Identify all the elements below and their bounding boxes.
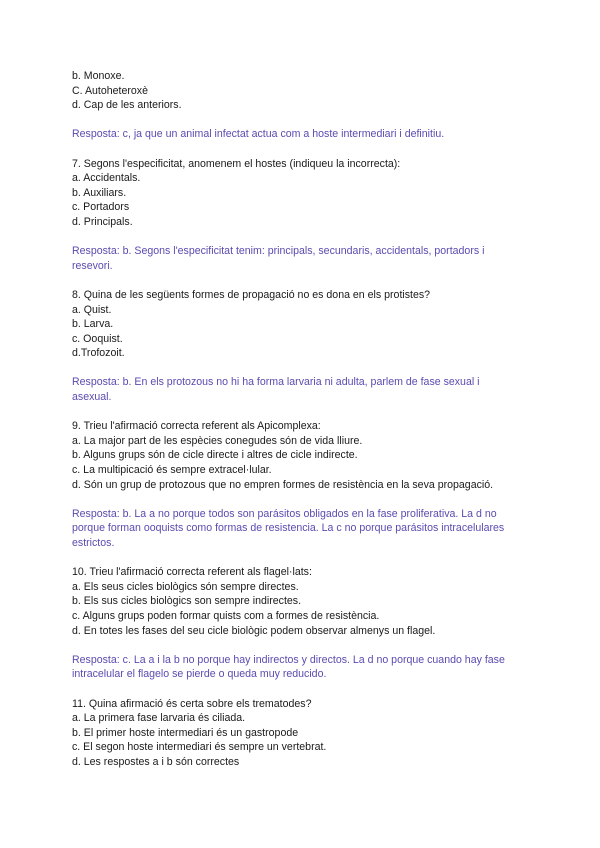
question-6-options (72, 69, 532, 113)
q9-option-b: b. Alguns grups són de cicle directe i altres de cicle indirecte. (72, 449, 358, 462)
q8-option-b: b. Larva. (72, 318, 114, 331)
q8-question: 8. Quina de les següents formes de propagació no es dona en els protistes? (72, 288, 431, 301)
q10-option-b: b. Els sus cicles biològics son sempre indirectes. (72, 595, 302, 608)
q9-option-c: c. La multipicació és sempre extracel·lular. (72, 464, 272, 477)
q10-option-a: a. Els seus cicles biològics són sempre directes. (72, 580, 299, 593)
q10-question: 10. Trieu l'afirmació correcta referent als flagel·lats: (72, 566, 312, 579)
q11-question: 11. Quina afirmació és certa sobre els trematodes? (72, 697, 312, 710)
q11-option-d: d. Les respostes a i b són correctes (72, 755, 240, 768)
q6-option-c: C. Autoheteroxè (72, 84, 148, 97)
q6-option-d: d. Cap de les anteriors. (72, 99, 182, 112)
q11-option-c: c. El segon hoste intermediari és sempre un vertebrat. (72, 741, 327, 754)
q9-option-d: d. Són un grup de protozous que no empren formes de resistència en la seva propagació. (72, 478, 494, 491)
q7-answer-line-2: resevori. (72, 259, 113, 272)
q10-answer-line-1: Resposta: c. La a i la b no porque hay indirectos y directos. La d no porque cuando hay fase (72, 653, 505, 666)
q7-answer-line-1: Resposta: b. Segons l'especificitat tenim: principals, secundaris, accidentals, portadors i (72, 245, 485, 258)
q9-option-a: a. La major part de les espècies conegudes són de vida lliure. (72, 434, 363, 447)
q8-answer-line-2: asexual. (72, 391, 112, 404)
q10-answer-line-2: intracelular el flagelo se pierde o queda muy reducido. (72, 668, 327, 681)
q7-option-a: a. Accidentals. (72, 172, 141, 185)
q9-answer-line-1: Resposta: b. La a no porque todos son parásitos obligados en la fase proliferativa. La d no (72, 507, 497, 520)
q8-option-c: c. Ooquist. (72, 332, 123, 345)
q7-option-c: c. Portadors (72, 201, 130, 214)
q7-option-b: b. Auxiliars. (72, 186, 127, 199)
q10-option-d: d. En totes les fases del seu cicle biològic podem observar almenys un flagel. (72, 624, 436, 637)
q10-option-c: c. Alguns grups poden formar quists com a formes de resistència. (72, 609, 380, 622)
q6-option-b: b. Monoxe. (72, 70, 125, 82)
q9-question: 9. Trieu l'afirmació correcta referent als Apicomplexa: (72, 420, 321, 433)
q8-option-a: a. Quist. (72, 303, 112, 316)
q8-option-d: d.Trofozoit. (72, 347, 125, 360)
q9-answer-line-3: estrictos. (72, 537, 115, 549)
q11-option-b: b. El primer hoste intermediari és un gastropode (72, 726, 299, 739)
document-page (72, 69, 532, 770)
q9-answer-line-2: porque forman ooquists como formas de resistencia. La c no porque parásitos intracelulares (72, 522, 505, 535)
q7-question: 7. Segons l'especificitat, anomenem el hostes (indiqueu la incorrecta): (72, 157, 401, 170)
q6-answer: Resposta: c, ja que un animal infectat actua com a hoste intermediari i definitiu. (72, 128, 445, 141)
q8-answer-line-1: Resposta: b. En els protozous no hi ha forma larvaria ni adulta, parlem de fase sexual i (72, 376, 480, 389)
q11-option-a: a. La primera fase larvaria és ciliada. (72, 712, 246, 725)
q7-option-d: d. Principals. (72, 215, 133, 228)
